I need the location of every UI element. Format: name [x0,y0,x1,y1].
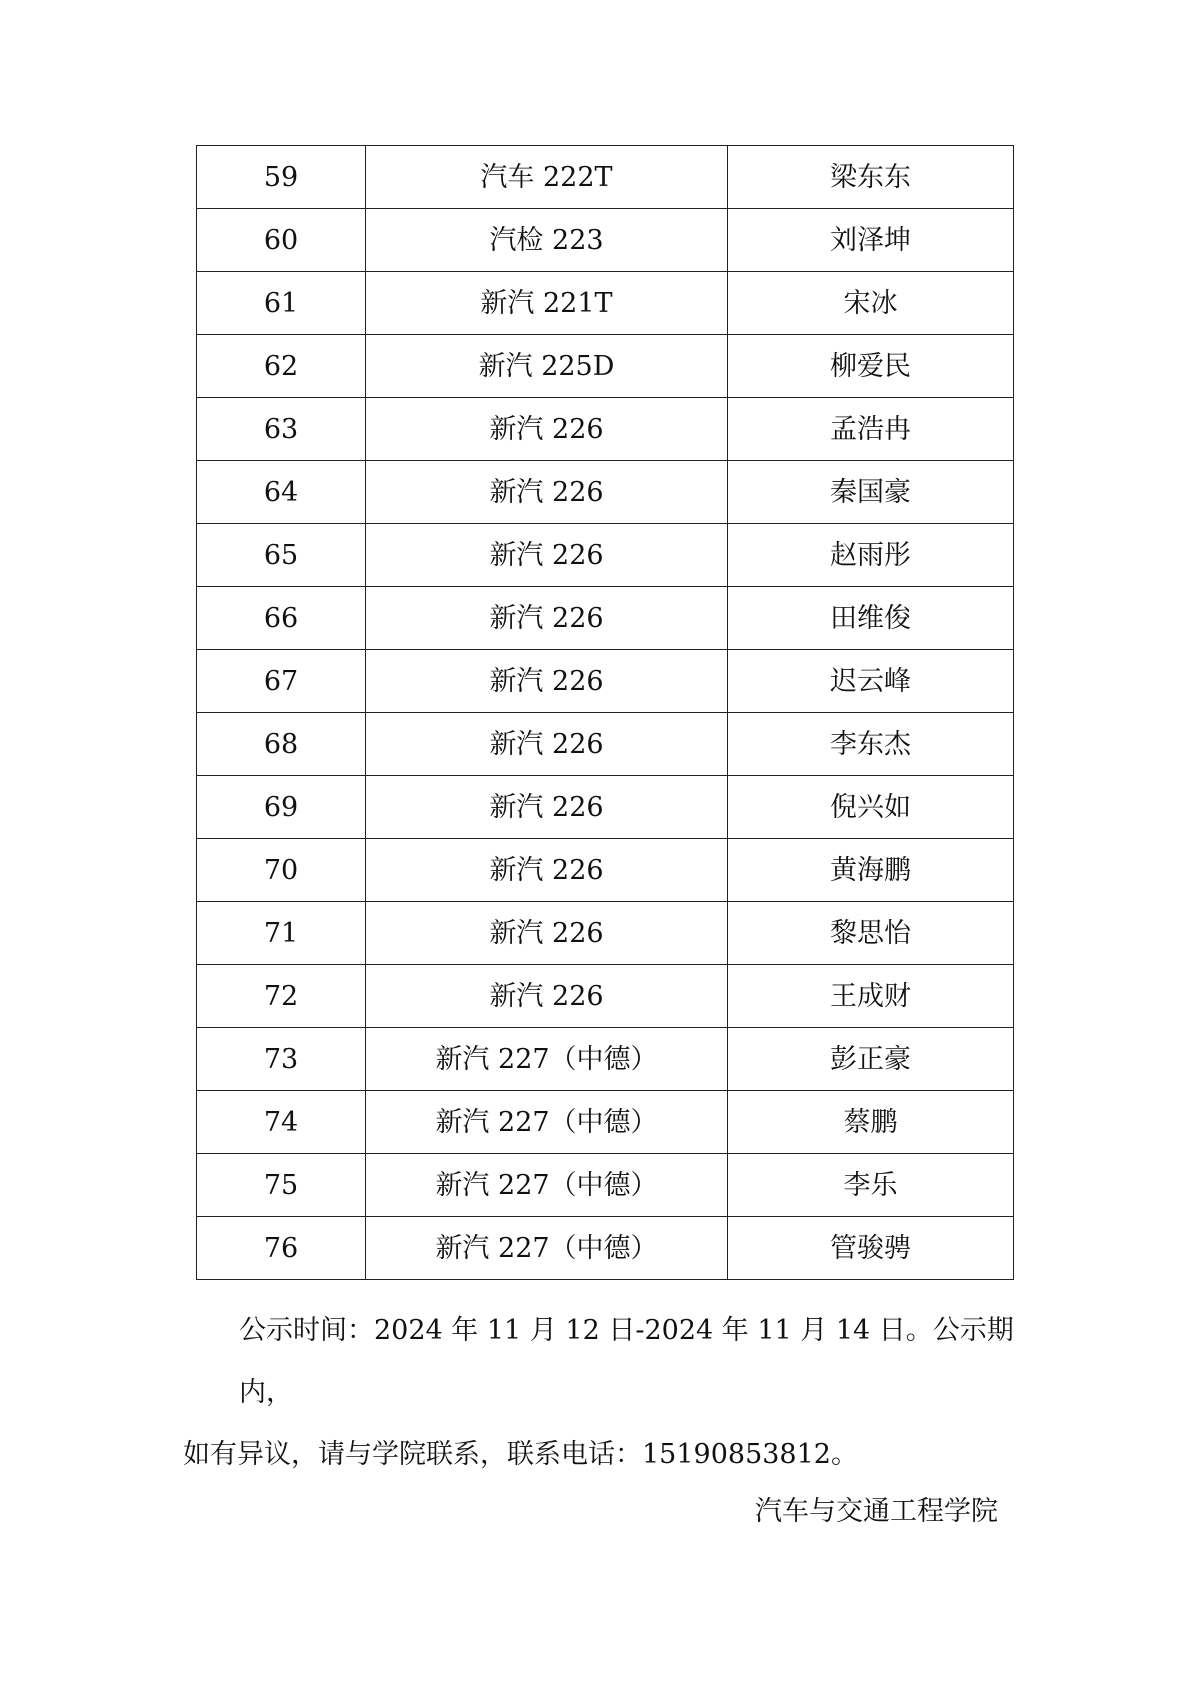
cell-class: 汽检 223 [366,209,728,272]
cell-class: 新汽 227（中德） [366,1091,728,1154]
cell-name: 黎思怡 [728,902,1014,965]
cell-class: 新汽 226 [366,650,728,713]
table-row [197,965,1014,1028]
cell-class: 新汽 226 [366,524,728,587]
table-row [197,776,1014,839]
cell-number: 63 [197,398,366,461]
cell-name: 迟云峰 [728,650,1014,713]
cell-class: 新汽 226 [366,461,728,524]
cell-name: 梁东东 [728,146,1014,209]
cell-number: 70 [197,839,366,902]
table-row [197,146,1014,209]
cell-class: 新汽 226 [366,713,728,776]
cell-name: 李乐 [728,1154,1014,1217]
notice-line-2: 如有异议，请与学院联系，联系电话：15190853812。 [183,1439,858,1470]
cell-class: 新汽 226 [366,965,728,1028]
cell-number: 64 [197,461,366,524]
cell-name: 宋冰 [728,272,1014,335]
table-row [197,1091,1014,1154]
cell-number: 66 [197,587,366,650]
cell-name: 彭正豪 [728,1028,1014,1091]
table-row [197,209,1014,272]
cell-name: 蔡鹏 [728,1091,1014,1154]
cell-number: 72 [197,965,366,1028]
table-row [197,902,1014,965]
cell-number: 60 [197,209,366,272]
cell-number: 74 [197,1091,366,1154]
table-row [197,335,1014,398]
cell-name: 秦国豪 [728,461,1014,524]
table-row [197,839,1014,902]
notice-paragraph [183,1300,1023,1486]
cell-number: 65 [197,524,366,587]
table-row [197,1154,1014,1217]
cell-number: 67 [197,650,366,713]
table-row [197,713,1014,776]
table-row [197,1028,1014,1091]
cell-class: 新汽 226 [366,587,728,650]
cell-name: 王成财 [728,965,1014,1028]
cell-name: 刘泽坤 [728,209,1014,272]
cell-name: 李东杰 [728,713,1014,776]
cell-name: 倪兴如 [728,776,1014,839]
roster-table [196,145,1014,1280]
cell-number: 59 [197,146,366,209]
cell-name: 孟浩冉 [728,398,1014,461]
notice-line-1: 公示时间：2024 年 11 月 12 日-2024 年 11 月 14 日。公示期内， [239,1315,1014,1408]
table-row [197,524,1014,587]
cell-number: 71 [197,902,366,965]
cell-class: 新汽 227（中德） [366,1028,728,1091]
cell-number: 76 [197,1217,366,1280]
cell-class: 新汽 221T [366,272,728,335]
cell-class: 新汽 226 [366,839,728,902]
cell-class: 新汽 227（中德） [366,1217,728,1280]
cell-class: 新汽 227（中德） [366,1154,728,1217]
cell-class: 新汽 225D [366,335,728,398]
table-row [197,587,1014,650]
cell-number: 69 [197,776,366,839]
cell-number: 73 [197,1028,366,1091]
cell-number: 68 [197,713,366,776]
roster-table-body [197,146,1014,1280]
table-row [197,1217,1014,1280]
cell-class: 新汽 226 [366,776,728,839]
cell-class: 新汽 226 [366,902,728,965]
cell-name: 管骏骋 [728,1217,1014,1280]
cell-number: 61 [197,272,366,335]
cell-number: 75 [197,1154,366,1217]
cell-name: 黄海鹏 [728,839,1014,902]
cell-name: 赵雨彤 [728,524,1014,587]
cell-name: 田维俊 [728,587,1014,650]
table-row [197,272,1014,335]
cell-name: 柳爱民 [728,335,1014,398]
cell-number: 62 [197,335,366,398]
cell-class: 汽车 222T [366,146,728,209]
signature-school-name: 汽车与交通工程学院 [755,1496,998,1527]
table-row [197,650,1014,713]
cell-class: 新汽 226 [366,398,728,461]
table-row [197,398,1014,461]
table-row [197,461,1014,524]
